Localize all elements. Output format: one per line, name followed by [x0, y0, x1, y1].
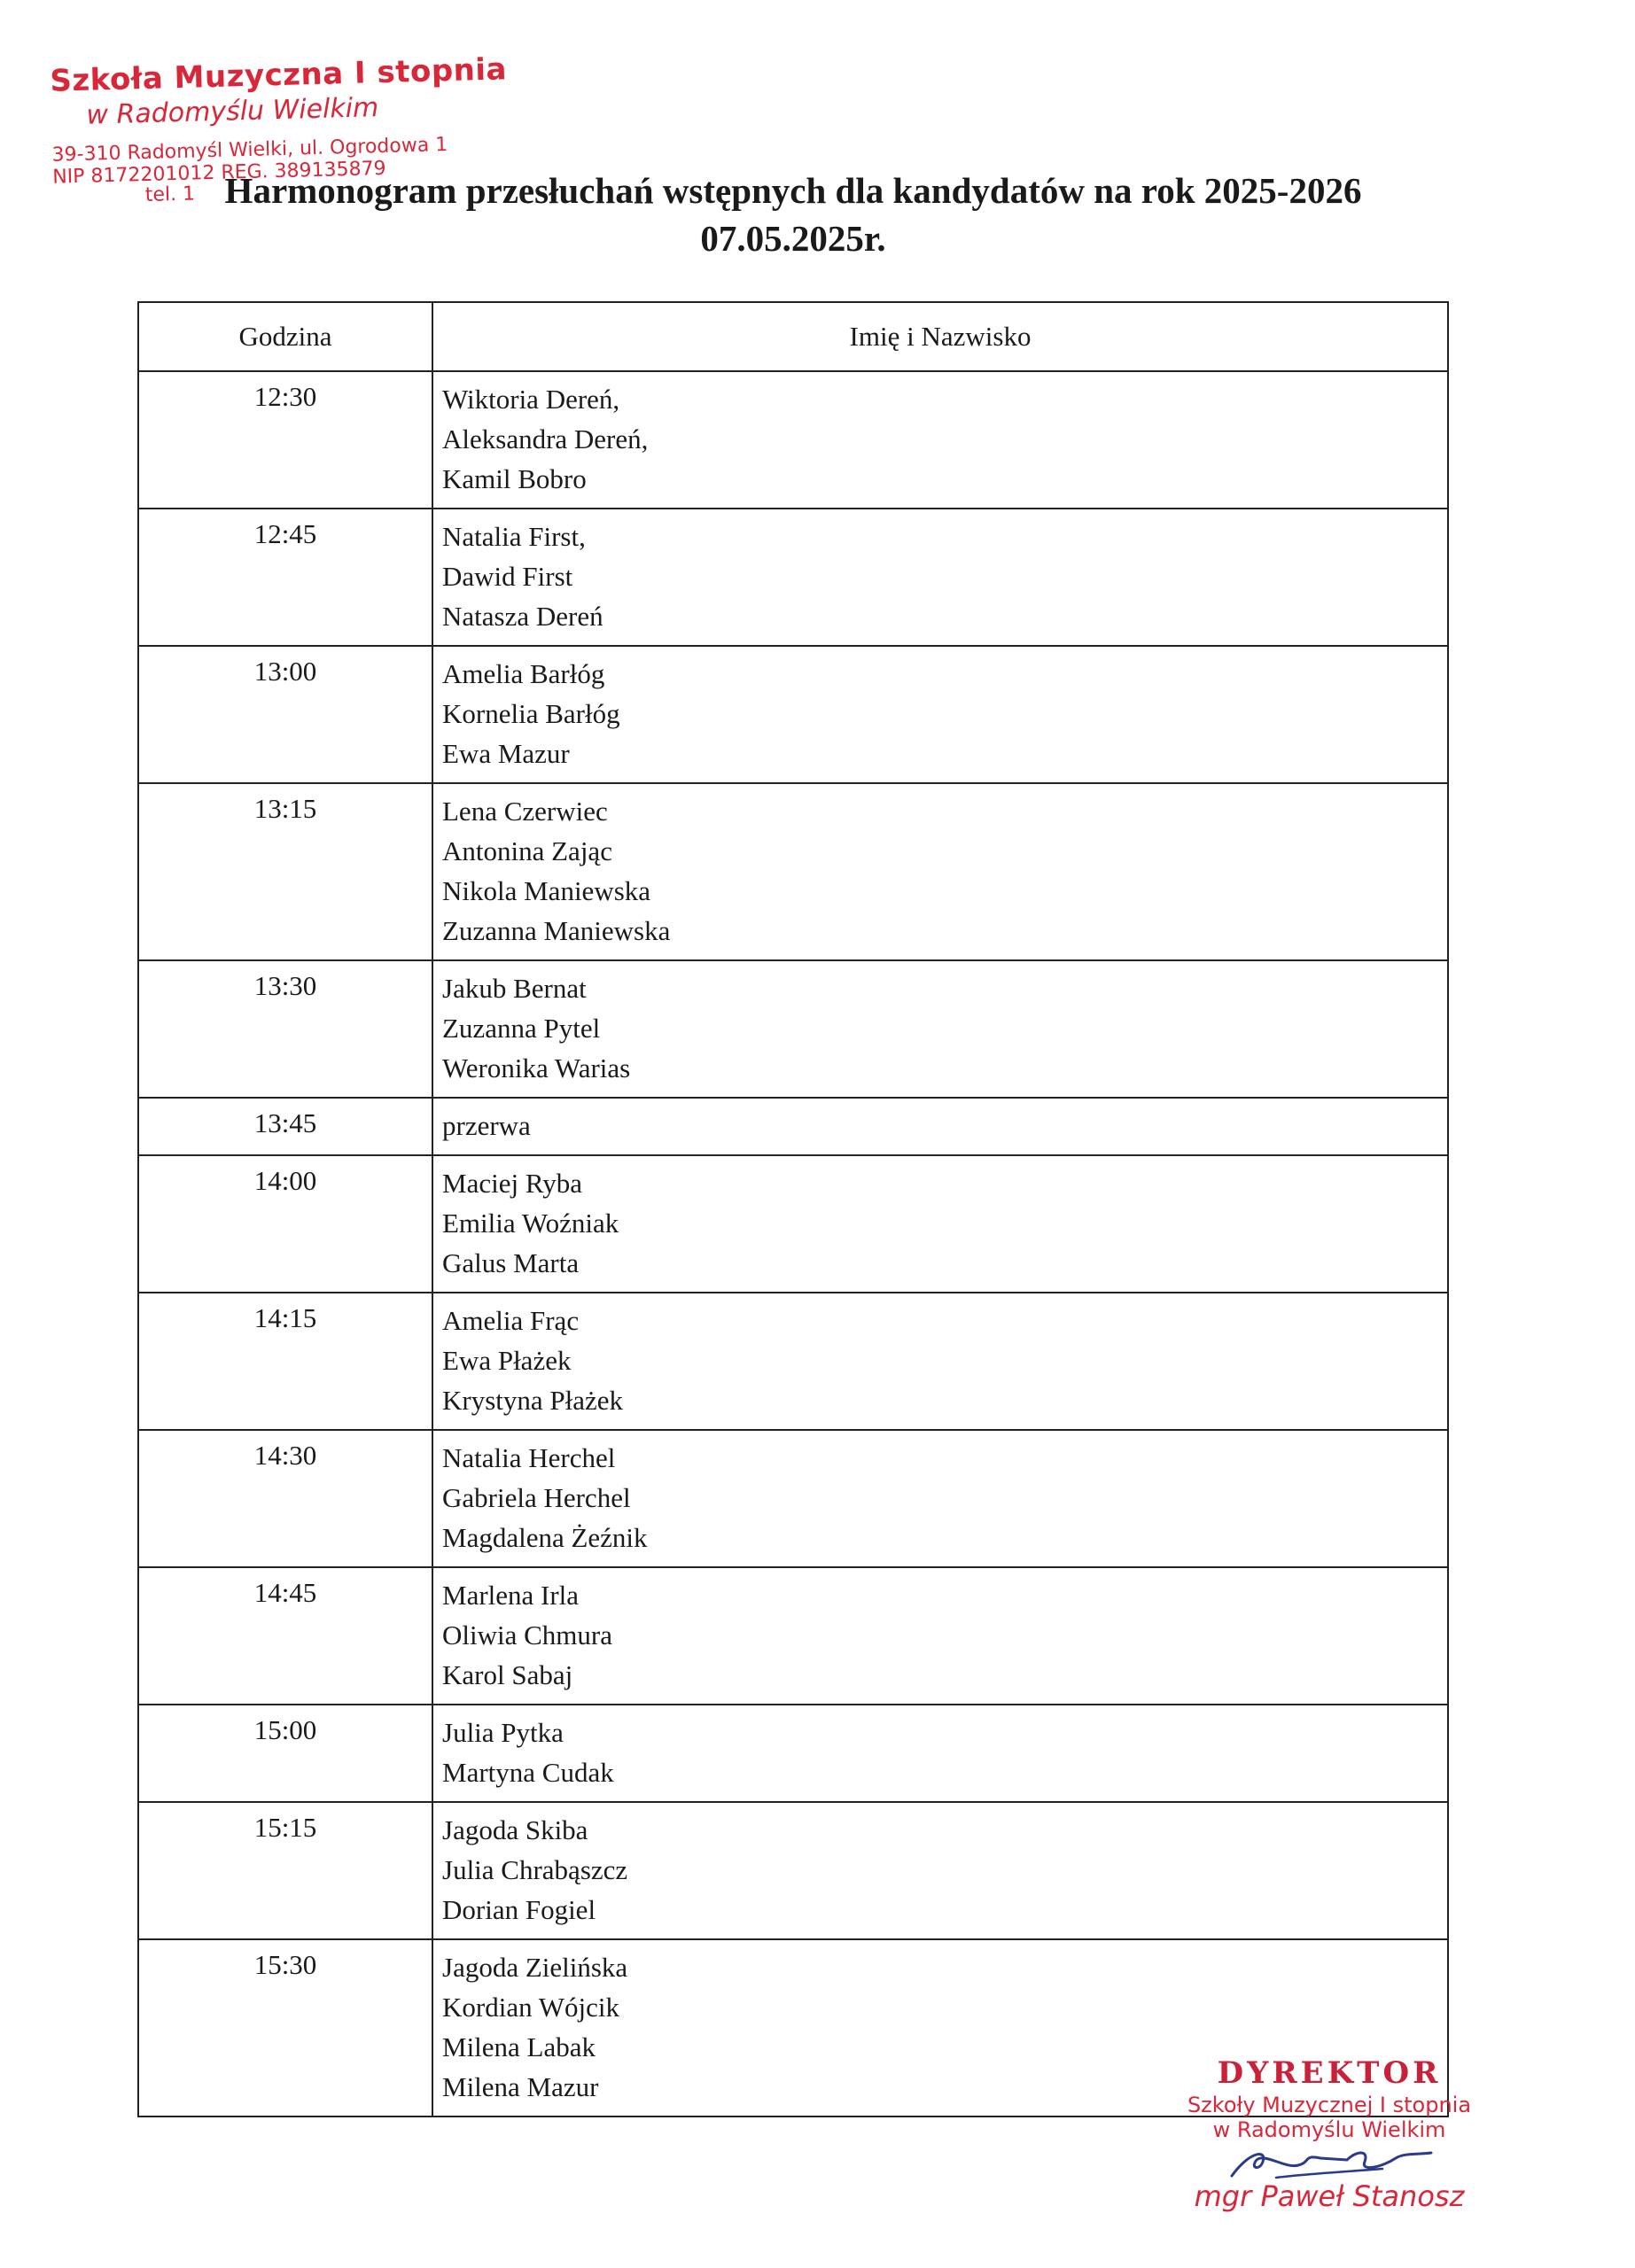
slot-time: 13:00 [138, 646, 432, 783]
candidate-name: Gabriela Herchel [442, 1482, 631, 1513]
director-school: Szkoły Muzycznej I stopnia [1187, 2093, 1472, 2117]
candidate-name: Jagoda Skiba [442, 1814, 588, 1845]
table-row [138, 371, 1448, 509]
slot-time: 15:00 [138, 1705, 432, 1802]
slot-time: 13:15 [138, 783, 432, 960]
slot-candidates [432, 960, 1448, 1098]
slot-time: 15:15 [138, 1802, 432, 1939]
candidate-name: Ewa Mazur [442, 738, 570, 769]
slot-time: 13:30 [138, 960, 432, 1098]
signature-icon [1214, 2142, 1444, 2185]
candidate-name: Natasza Dereń [442, 601, 603, 632]
slot-time: 15:30 [138, 1939, 432, 2117]
slot-candidates [432, 1155, 1448, 1293]
candidate-name: Dawid First [442, 561, 573, 592]
director-name: mgr Paweł Stanosz [1194, 2179, 1465, 2213]
candidate-name: Julia Chrabąszcz [442, 1854, 628, 1885]
candidate-name: Antonina Zając [442, 835, 612, 866]
title-main: Harmonogram przesłuchań wstępnych dla kandydatów na rok 2025-2026 [224, 170, 1362, 211]
candidate-name: Krystyna Płażek [442, 1385, 624, 1416]
candidate-name: Magdalena Żeźnik [442, 1522, 648, 1553]
schedule-body [138, 371, 1448, 2117]
slot-candidates [432, 1705, 1448, 1802]
table-row [138, 1293, 1448, 1430]
candidate-name: Nikola Maniewska [442, 875, 651, 906]
slot-candidates [432, 509, 1448, 646]
table-row [138, 1567, 1448, 1705]
table-row [138, 1098, 1448, 1155]
slot-candidates [432, 1802, 1448, 1939]
candidate-name: Jakub Bernat [442, 973, 587, 1004]
candidate-name: przerwa [442, 1110, 531, 1141]
slot-time: 14:00 [138, 1155, 432, 1293]
slot-candidates [432, 371, 1448, 509]
slot-candidates [432, 783, 1448, 960]
candidate-name: Marlena Irla [442, 1580, 580, 1611]
candidate-name: Zuzanna Maniewska [442, 915, 671, 946]
candidate-name: Ewa Płażek [442, 1345, 572, 1376]
candidate-name: Oliwia Chmura [442, 1619, 612, 1651]
slot-time: 14:45 [138, 1567, 432, 1705]
slot-time: 12:45 [138, 509, 432, 646]
schedule-table [137, 301, 1449, 2117]
slot-candidates [432, 646, 1448, 783]
slot-time: 14:15 [138, 1293, 432, 1430]
stamp-phone: tel. 1 [144, 183, 196, 207]
table-row [138, 1155, 1448, 1293]
candidate-name: Milena Mazur [442, 2071, 599, 2102]
candidate-name: Jagoda Zielińska [442, 1952, 628, 1983]
stamp-address: 39-310 Radomyśl Wielki, ul. Ogrodowa 1 [51, 134, 448, 167]
candidate-name: Emilia Woźniak [442, 1208, 619, 1239]
candidate-name: Natalia First, [442, 521, 586, 552]
candidate-name: Amelia Barłóg [442, 658, 605, 689]
candidate-name: Kordian Wójcik [442, 1992, 620, 2023]
header-names: Imię i Nazwisko [432, 302, 1448, 371]
table-row [138, 1705, 1448, 1802]
table-row [138, 646, 1448, 783]
candidate-name: Kornelia Barłóg [442, 698, 620, 729]
candidate-name: Aleksandra Dereń, [442, 423, 649, 454]
stamp-school-name: Szkoła Muzyczna I stopnia [49, 51, 508, 99]
candidate-name: Weronika Warias [442, 1052, 631, 1084]
slot-candidates [432, 1430, 1448, 1567]
candidate-name: Amelia Frąc [442, 1305, 580, 1336]
candidate-name: Milena Labak [442, 2031, 596, 2062]
candidate-name: Galus Marta [442, 1247, 580, 1278]
slot-time: 13:45 [138, 1098, 432, 1155]
director-stamp [1143, 2055, 1515, 2213]
table-row [138, 509, 1448, 646]
stamp-school-location: w Radomyślu Wielkim [86, 92, 379, 131]
candidate-name: Maciej Ryba [442, 1168, 583, 1199]
candidate-name: Karol Sabaj [442, 1659, 573, 1690]
candidate-name: Julia Pytka [442, 1717, 564, 1748]
slot-candidates [432, 1567, 1448, 1705]
candidate-name: Natalia Herchel [442, 1442, 616, 1473]
slot-time: 14:30 [138, 1430, 432, 1567]
table-row [138, 1802, 1448, 1939]
slot-time: 12:30 [138, 371, 432, 509]
director-title: DYREKTOR [1217, 2055, 1442, 2091]
document-title [133, 167, 1453, 262]
candidate-name: Wiktoria Dereń, [442, 384, 620, 415]
candidate-name: Martyna Cudak [442, 1757, 614, 1788]
title-date: 07.05.2025r. [700, 218, 886, 259]
candidate-name: Kamil Bobro [442, 463, 587, 494]
director-location: w Radomyślu Wielkim [1212, 2117, 1446, 2142]
slot-candidates [432, 1098, 1448, 1155]
candidate-name: Lena Czerwiec [442, 796, 608, 827]
table-row [138, 1430, 1448, 1567]
slot-candidates [432, 1293, 1448, 1430]
table-row [138, 783, 1448, 960]
header-time: Godzina [138, 302, 432, 371]
table-row [138, 960, 1448, 1098]
candidate-name: Dorian Fogiel [442, 1894, 596, 1925]
table-header-row [138, 302, 1448, 371]
stamp-tax-ids: NIP 8172201012 REG. 389135879 [51, 157, 386, 189]
candidate-name: Zuzanna Pytel [442, 1013, 601, 1044]
